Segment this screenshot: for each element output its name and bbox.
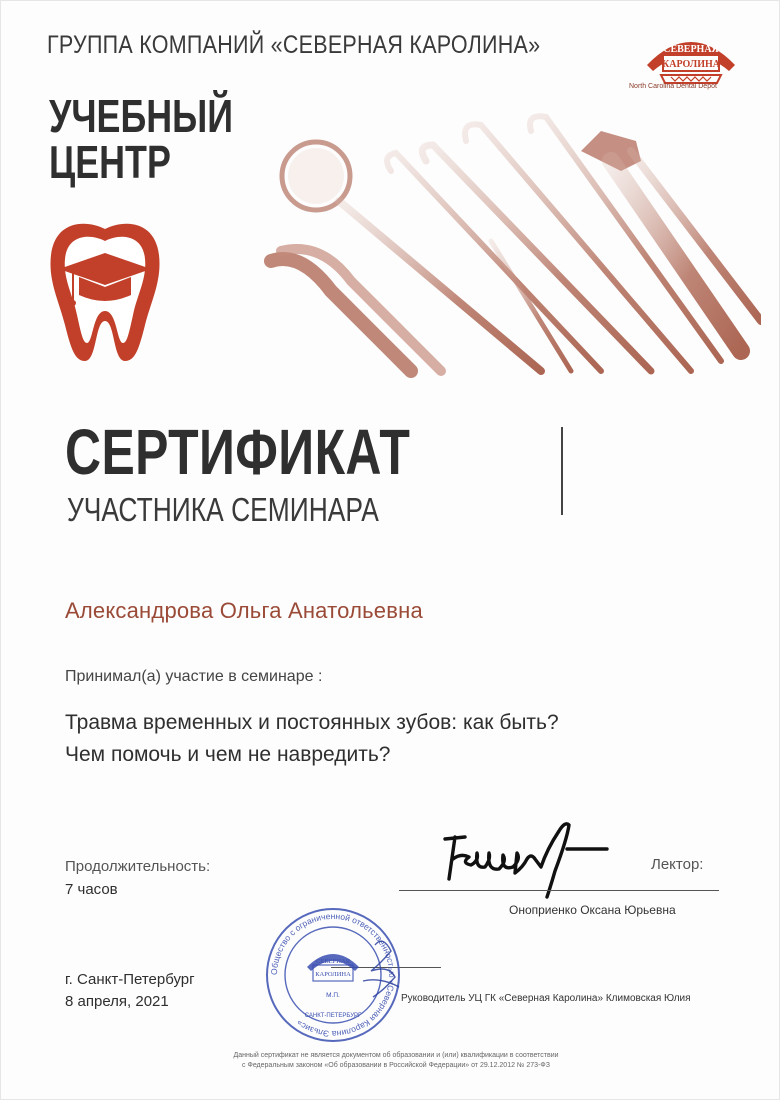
stamp-inner-top: СЕВЕРНАЯ	[316, 958, 350, 965]
duration-value: 7 часов	[65, 881, 118, 898]
date: 8 апреля, 2021	[65, 993, 169, 1010]
lecturer-label: Лектор:	[651, 856, 704, 873]
director-title: Руководитель УЦ ГК «Северная Каролина» Климовская Юлия	[401, 993, 691, 1004]
vertical-divider	[561, 427, 563, 515]
stamp-mp: М.П.	[326, 992, 340, 999]
brand-logo-text-bottom: КАРОЛИНА	[661, 59, 721, 70]
certificate-subtitle: УЧАСТНИКА СЕМИНАРА	[67, 491, 379, 528]
seminar-title	[65, 707, 559, 771]
training-center-line1: УЧЕБНЫЙ	[49, 90, 234, 142]
stamp-outer-text: Общество с ограниченной ответственностью «Северная Каролина Эльзис»	[268, 910, 398, 1040]
took-part-label: Принимал(а) участие в семинаре :	[65, 668, 323, 685]
brand-caption: North Carolina Dental Depot	[629, 83, 717, 90]
lecturer-signature	[431, 809, 631, 899]
lecturer-name: Оноприенко Оксана Юрьевна	[509, 903, 676, 917]
seminar-title-line2: Чем помочь и чем не навредить?	[65, 743, 391, 766]
group-title: ГРУППА КОМПАНИЙ «СЕВЕРНАЯ КАРОЛИНА»	[47, 31, 541, 59]
participant-name: Александрова Ольга Анатольевна	[65, 598, 423, 623]
certificate-title: СЕРТИФИКАТ	[65, 416, 411, 488]
dental-tools-image	[241, 101, 761, 381]
stamp-inner-bottom: КАРОЛИНА	[315, 971, 351, 978]
disclaimer-line1: Данный сертификат не является документом об образовании и (или) квалификации в соответствии	[233, 1052, 559, 1059]
duration-label: Продолжительность:	[65, 858, 211, 875]
training-center-title	[49, 90, 234, 188]
seminar-title-line1: Травма временных и постоянных зубов: как быть?	[65, 711, 559, 734]
tooth-graduation-cap-icon	[45, 215, 165, 365]
city: г. Санкт-Петербург	[65, 971, 195, 988]
company-stamp	[263, 905, 403, 1045]
training-center-line2: ЦЕНТР	[49, 136, 171, 188]
stamp-city: САНКТ-ПЕТЕРБУРГ	[304, 1013, 362, 1019]
disclaimer-line2: с Федеральным законом «Об образовании в Российской Федерации» от 29.12.2012 № 273-ФЗ	[242, 1062, 550, 1069]
lecturer-signature-line	[399, 890, 719, 891]
brand-logo-text-top: СЕВЕРНАЯ	[663, 44, 719, 55]
disclaimer	[171, 1051, 621, 1071]
